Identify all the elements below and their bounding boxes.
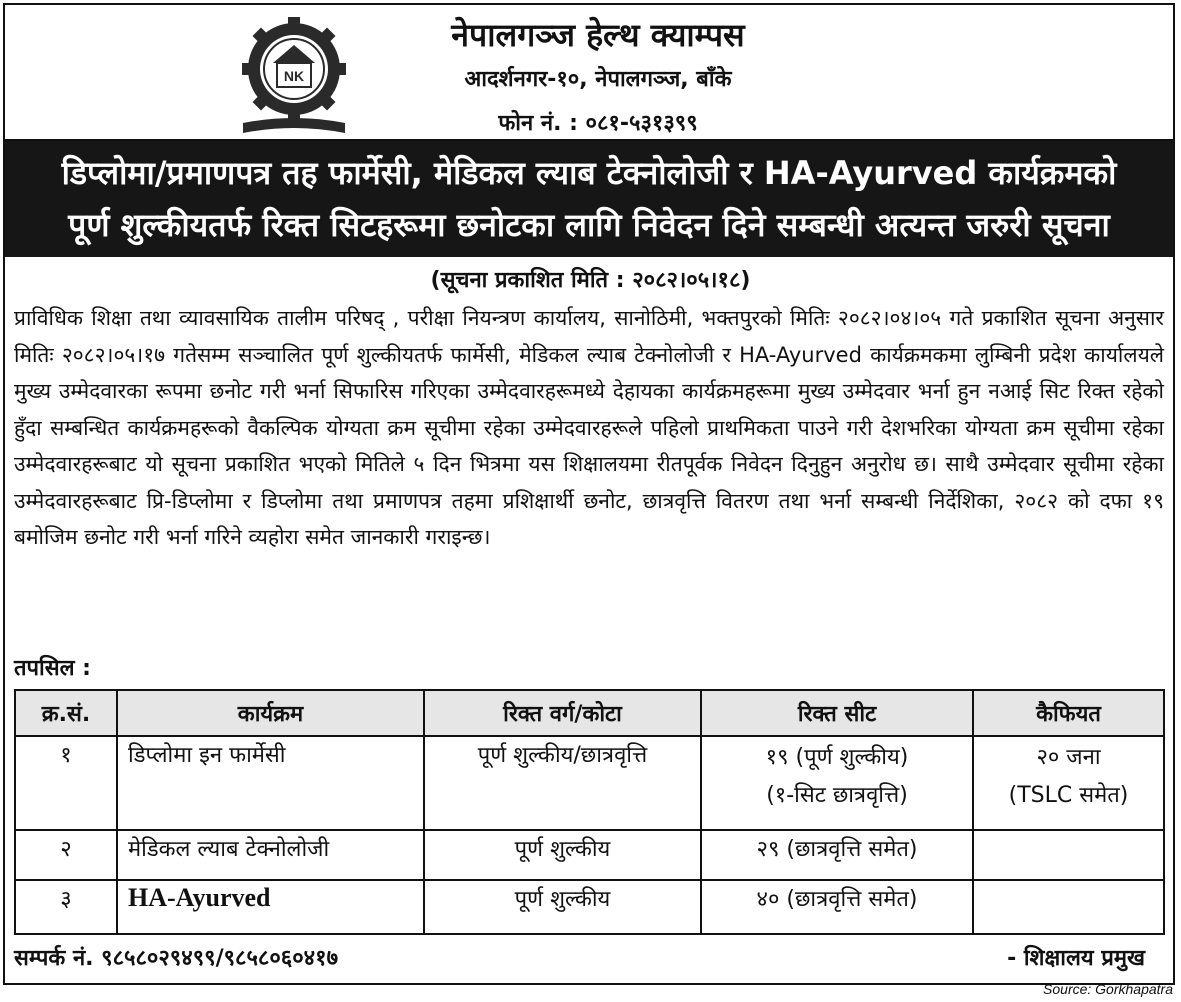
notice-header	[3, 3, 1175, 141]
cell-remarks-line-2: (TSLC समेत)	[1008, 783, 1129, 808]
cell-quota: पूर्ण शुल्कीय	[424, 830, 701, 880]
col-header-program: कार्यक्रम	[117, 690, 424, 736]
cell-quota: पूर्ण शुल्कीय	[424, 880, 701, 934]
cell-program: डिप्लोमा इन फार्मेसी	[117, 736, 424, 830]
banner-line-1: डिप्लोमा/प्रमाणपत्र तह फार्मेसी, मेडिकल ल्याब टेक्नोलोजी र HA-Ayurved कार्यक्रमको	[61, 154, 1117, 192]
banner-line-2: पूर्ण शुल्कीयतर्फ रिक्त सिटहरूमा छनोटका लागि निवेदन दिने सम्बन्धी अत्यन्त जरुरी सूचना	[68, 206, 1110, 244]
program-table	[14, 689, 1165, 935]
cell-remarks	[973, 830, 1164, 880]
cell-seats: २९ (छात्रवृत्ति समेत)	[701, 830, 973, 880]
gear-emblem-icon	[242, 17, 346, 121]
table-row	[15, 880, 1164, 934]
notice-body: प्राविधिक शिक्षा तथा व्यावसायिक तालीम परिषद् , परीक्षा नियन्त्रण कार्यालय, सानोठिमी, भक्तपुरको मितिः २०८२।०४।०५ गते प्रकाशित सूचना अनुसार मितिः २०८२।०५।१७ गतेसम्म सञ्चालित पूर्ण शुल्कीयतर्फ फार्मेसी, मेडिकल ल्याब टेक्नोलोजी र HA-Ayurved कार्यक्रमकमा लुम्बिनी प्रदेश कार्यालयले मुख्य उम्मेदवारका रूपमा छनोट गरी भर्ना सिफारिस गरिएका उम्मेदवारहरूमध्ये देहायका कार्यक्रमहरूमा मुख्य उम्मेदवार भर्ना हुन नआई सिट रिक्त रहेको हुँदा सम्बन्धित कार्यक्रमहरूको वैकल्पिक योग्यता क्रम सूचीमा रहेका उम्मेदवारहरूले पहिलो प्राथमिकता पाउने गरी देशभरिका योग्यता क्रम सूचीमा रहेका उम्मेदवारहरूबाट यो सूचना प्रकाशित भएको मितिले ५ दिन भित्रमा यस शिक्षालयमा रीतपूर्वक निवेदन दिनुहुन अनुरोध छ। साथै उम्मेदवार सूचीमा रहेका उम्मेदवारहरूबाट प्रि-डिप्लोमा र डिप्लोमा तथा प्रमाणपत्र तहमा प्रशिक्षार्थी छनोट, छात्रवृत्ति वितरण तथा भर्ना सम्बन्धी निर्देशिका, २०८२ को दफा १९ बमोजिम छनोट गरी भर्ना गरिने व्यहोरा समेत जानकारी गराइन्छ।	[14, 306, 1164, 549]
cell-seats-line-1: १९ (पूर्ण शुल्कीय)	[765, 745, 909, 770]
cell-sn: ३	[15, 880, 117, 934]
cell-sn: १	[15, 736, 117, 830]
cell-quota: पूर्ण शुल्कीय/छात्रवृत्ति	[424, 736, 701, 830]
cell-program: मेडिकल ल्याब टेक्नोलोजी	[117, 830, 424, 880]
campus-address: आदर्शनगर-१०, नेपालगञ्ज, बाँके	[464, 67, 732, 92]
tapsil-label: तपसिल :	[14, 656, 91, 681]
cell-remarks	[973, 880, 1164, 934]
table-header-row	[15, 690, 1164, 736]
motto-ribbon-icon	[243, 118, 345, 133]
cell-sn: २	[15, 830, 117, 880]
table-row	[15, 736, 1164, 830]
campus-name: नेपालगञ्ज हेल्थ क्याम्पस	[451, 16, 745, 54]
table-row	[15, 830, 1164, 880]
contact-numbers: सम्पर्क नं. ९८५८०२९४९९/९८५८०६०४१७	[14, 946, 339, 971]
source-credit: Source: Gorkhapatra	[1043, 981, 1173, 997]
notice-title-banner	[3, 141, 1175, 257]
col-header-remarks: कैफियत	[973, 690, 1164, 736]
svg-text:NK: NK	[283, 68, 305, 84]
cell-remarks-line-1: २० जना	[1036, 745, 1101, 770]
cell-seats	[701, 736, 973, 830]
cell-program: HA-Ayurved	[117, 880, 424, 934]
signoff: - शिक्षालय प्रमुख	[1007, 946, 1145, 971]
cell-seats-line-2: (१-सिट छात्रवृत्ति)	[766, 783, 908, 808]
col-header-quota: रिक्त वर्ग/कोटा	[424, 690, 701, 736]
col-header-sn: क्र.सं.	[15, 690, 117, 736]
cell-remarks	[973, 736, 1164, 830]
col-header-seats: रिक्त सीट	[701, 690, 973, 736]
published-date: (सूचना प्रकाशित मिति : २०८२।०५।१८)	[430, 268, 751, 293]
campus-logo	[235, 15, 353, 135]
cell-seats: ४० (छात्रवृत्ति समेत)	[701, 880, 973, 934]
campus-phone: फोन नं. : ०८१-५३१३९९	[498, 111, 698, 136]
